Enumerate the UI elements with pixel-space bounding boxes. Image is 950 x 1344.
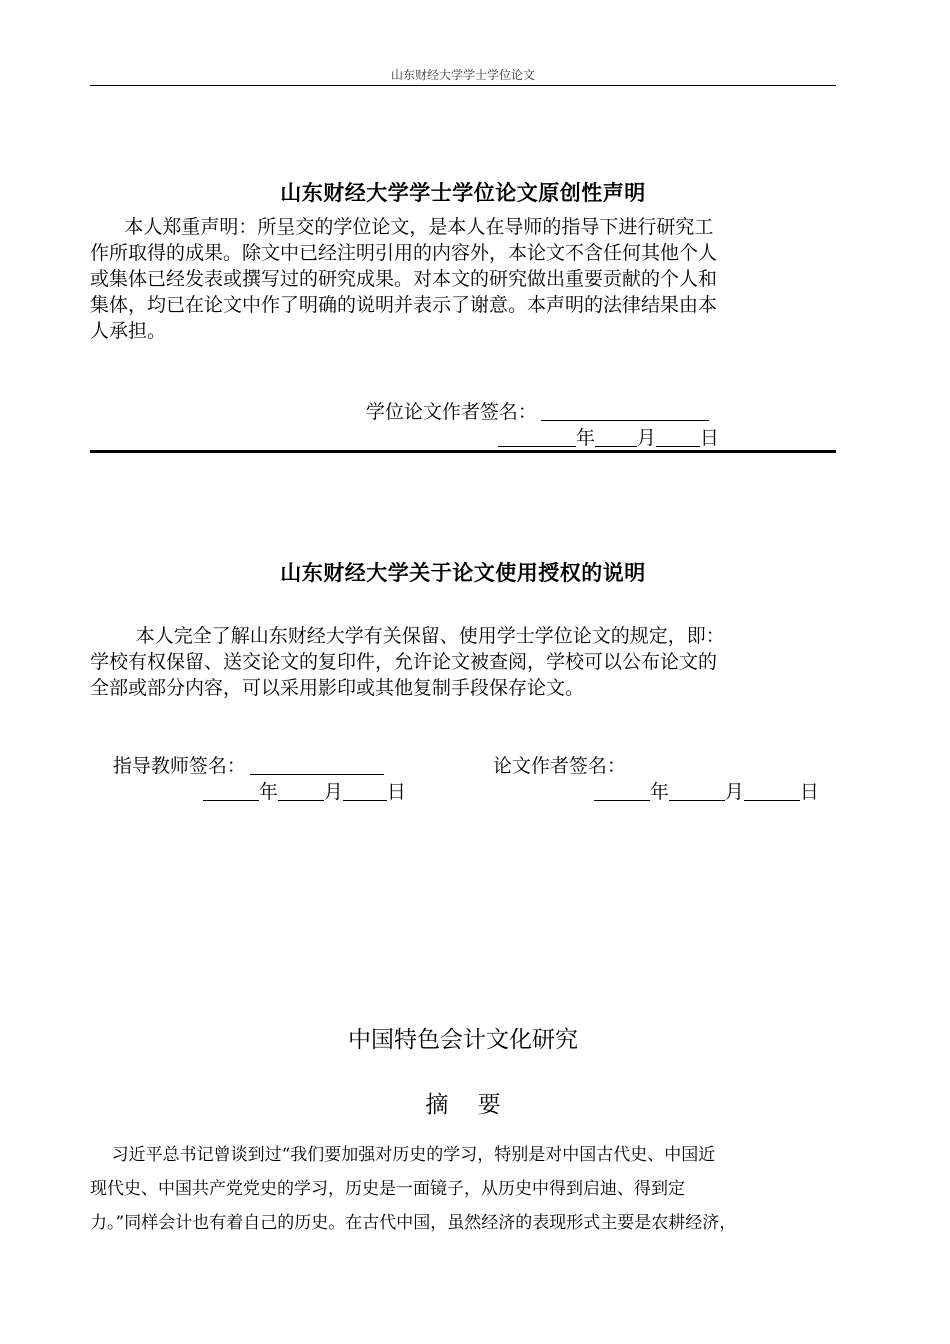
advisor-date [180,753,406,805]
day-blank [744,782,800,801]
declaration-line: 作所取得的成果。除文中已经注明引用的内容外，本论文不含任何其他个人 [90,242,718,264]
day-blank [343,782,387,801]
day-label: 日 [799,781,819,803]
declaration-line: 人承担。 [90,320,167,342]
abstract-line: 现代史、中国共产党党史的学习，历史是一面镜子，从历史中得到启迪、得到定 [90,1179,685,1199]
author-label: 论文作者签名： [492,755,626,777]
declaration-line: 本人郑重声明：所呈交的学位论文，是本人在导师的指导下进行研究工 [90,216,714,238]
month-label: 月 [323,781,343,803]
year-blank [498,428,576,447]
abstract-heading: 摘 要 [425,1092,501,1118]
month-label: 月 [724,781,744,803]
month-label: 月 [636,427,656,449]
year-blank [203,782,259,801]
month-blank [278,782,324,801]
abstract-body [90,1138,850,1240]
author-date [571,753,819,805]
authorization-line: 学校有权保留、送交论文的复印件，允许论文被查阅，学校可以公布论文的 [90,651,718,673]
signature-label: 学位论文作者签名： [365,401,537,423]
day-blank [656,428,700,447]
day-label: 日 [699,427,719,449]
year-blank [594,782,650,801]
header-rule [90,85,836,86]
advisor-label: 指导教师签名： [112,755,246,777]
year-label: 年 [258,781,278,803]
month-blank [669,782,725,801]
declaration-date [475,399,719,451]
authorization-title: 山东财经大学关于论文使用授权的说明 [280,561,646,585]
abstract-line: 习近平总书记曾谈到过“我们要加强对历史的学习，特别是对中国古代史、中国近 [90,1145,716,1165]
section-divider [90,450,836,453]
declaration-line: 或集体已经发表或撰写过的研究成果。对本文的研究做出重要贡献的个人和 [90,268,718,290]
day-label: 日 [386,781,406,803]
declaration-body [90,214,840,344]
year-label: 年 [575,427,595,449]
authorization-line: 全部或部分内容，可以采用影印或其他复制手段保存论文。 [90,677,585,699]
running-header: 山东财经大学学士学位论文 [390,68,535,82]
year-label: 年 [649,781,669,803]
authorization-line: 本人完全了解山东财经大学有关保留、使用学士学位论文的规定，即： [90,625,725,647]
abstract-line: 力。”同样会计也有着自己的历史。在古代中国，虽然经济的表现形式主要是农耕经济， [90,1213,737,1233]
declaration-line: 集体，均已在论文中作了明确的说明并表示了谢意。本声明的法律结果由本 [90,294,718,316]
thesis-title: 中国特色会计文化研究 [348,1027,578,1053]
declaration-title: 山东财经大学学士学位论文原创性声明 [280,181,646,205]
month-blank [595,428,637,447]
authorization-body [90,623,840,701]
